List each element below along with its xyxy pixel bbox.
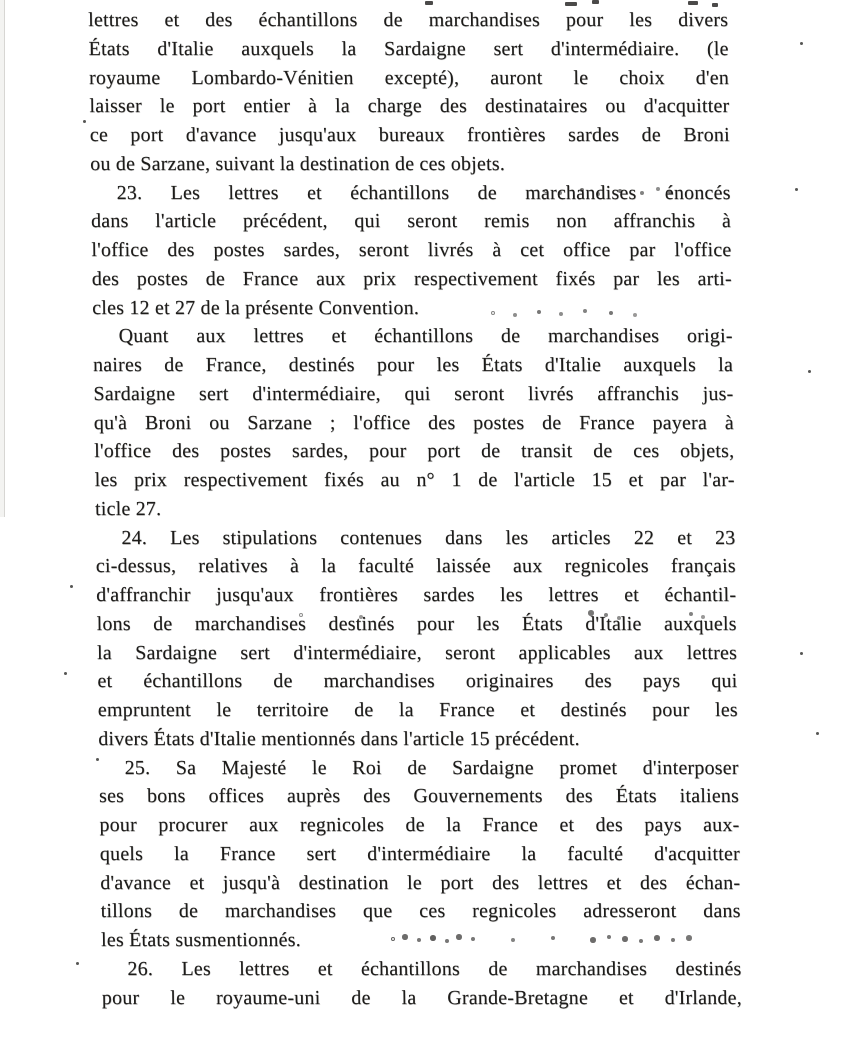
- text-line: lettres et des échantillons de marchandises pour les divers: [88, 9, 729, 31]
- text-line: États d'Italie auxquels la Sardaigne sert d'intermédiaire. (le: [88, 37, 729, 60]
- text-line: Quant aux lettres et échantillons de marchandises origi-: [118, 325, 733, 348]
- document-text: [88, 6, 742, 1012]
- ink-speck: [800, 42, 803, 45]
- text-line: cles 12 et 27 de la présente Convention.: [92, 296, 420, 319]
- text-line: l'office des postes sardes, seront livrés à cet office par l'office: [91, 239, 732, 261]
- article-24: [95, 524, 738, 754]
- text-line: l'office des postes sardes, pour port de transit de ces objets,: [94, 440, 735, 463]
- ink-speck: [808, 370, 811, 373]
- ink-speck: [70, 585, 73, 588]
- text-line: pour le royaume-uni de la Grande-Bretagne et d'Irlande,: [101, 986, 742, 1009]
- text-line: 25. Sa Majesté le Roi de Sardaigne promet d'interposer: [124, 756, 739, 779]
- ink-speck: [816, 732, 819, 735]
- ink-speck: [795, 188, 798, 191]
- ink-noise-cluster: [492, 312, 494, 314]
- scan-left-edge: [0, 0, 5, 517]
- ink-speck: [800, 652, 803, 655]
- text-line: pour procurer aux regnicoles de la France et des pays aux-: [99, 814, 740, 836]
- text-line: tillons de marchandises que ces regnicoles adresseront dans: [100, 900, 741, 923]
- text-line: 24. Les stipulations contenues dans les articles 22 et 23: [121, 526, 736, 549]
- text-line: ses bons offices auprès des Gouvernements des États italiens: [98, 785, 740, 808]
- cropped-glyph-fragment: [688, 1, 698, 5]
- text-line: d'avance et jusqu'à destination le port des lettres et des échan-: [100, 871, 741, 894]
- text-line: dans l'article précédent, qui seront remis non affranchis à: [90, 210, 732, 233]
- text-line: divers États d'Italie mentionnés dans l'article 15 précédent.: [98, 727, 580, 750]
- text-line: ce port d'avance jusqu'aux bureaux frontières sardes de Broni: [89, 124, 730, 146]
- ink-noise-cluster: [392, 938, 394, 940]
- text-line: Sardaigne sert d'intermédiaire, qui seront livrés affranchis jus-: [93, 382, 734, 405]
- article-23: [90, 179, 732, 323]
- text-line: laisser le port entier à la charge des destinataires ou d'acquitter: [89, 95, 730, 118]
- ink-noise-cluster: [300, 614, 302, 616]
- text-line: ou de Sarzane, suivant la destination de ces objets.: [90, 152, 506, 175]
- text-line: d'affranchir jusqu'aux frontières sardes les lettres et échantil-: [96, 584, 737, 606]
- text-line: naires de France, destinés pour les États d'Italie auxquels la: [92, 354, 734, 376]
- cropped-glyph-fragment: [425, 1, 433, 5]
- text-line: la Sardaigne sert d'intermédiaire, seront applicables aux lettres: [96, 641, 738, 664]
- cropped-glyph-fragment: [592, 0, 599, 4]
- article-26: [101, 955, 742, 1013]
- text-line: qu'à Broni ou Sarzane ; l'office des postes de France payera à: [93, 411, 734, 434]
- text-line: les États susmentionnés.: [100, 929, 301, 951]
- article-25: [98, 754, 741, 955]
- text-line: lons de marchandises destinés pour les États d'Italie auxquels: [96, 612, 737, 635]
- text-line: ticle 27.: [94, 497, 162, 520]
- text-line: royaume Lombardo-Vénitien excepté), auront le choix d'en: [88, 66, 730, 89]
- text-line: 23. Les lettres et échantillons de marchandises énoncés: [116, 181, 731, 204]
- ink-speck: [83, 120, 86, 123]
- text-line: ci-dessus, relatives à la faculté laissée aux regnicoles français: [95, 555, 736, 578]
- text-line: quels la France sert d'intermédiaire la faculté d'acquitter: [99, 842, 740, 865]
- text-line: empruntent le territoire de la France et destinés pour les: [97, 699, 738, 721]
- ink-noise-cluster: [545, 190, 547, 192]
- ink-speck: [76, 962, 79, 965]
- article-22-continuation: [88, 6, 730, 179]
- text-line: 26. Les lettres et échantillons de marchandises destinés: [127, 957, 742, 980]
- text-line: et échantillons de marchandises originaires des pays qui: [97, 670, 738, 693]
- text-line: des postes de France aux prix respectivement fixés par les arti-: [91, 267, 732, 290]
- ink-speck: [64, 672, 67, 675]
- text-line: les prix respectivement fixés au n° 1 de l'article 15 et par l'ar-: [94, 469, 735, 491]
- article-23-second-paragraph: [92, 322, 735, 523]
- ink-speck: [96, 758, 99, 761]
